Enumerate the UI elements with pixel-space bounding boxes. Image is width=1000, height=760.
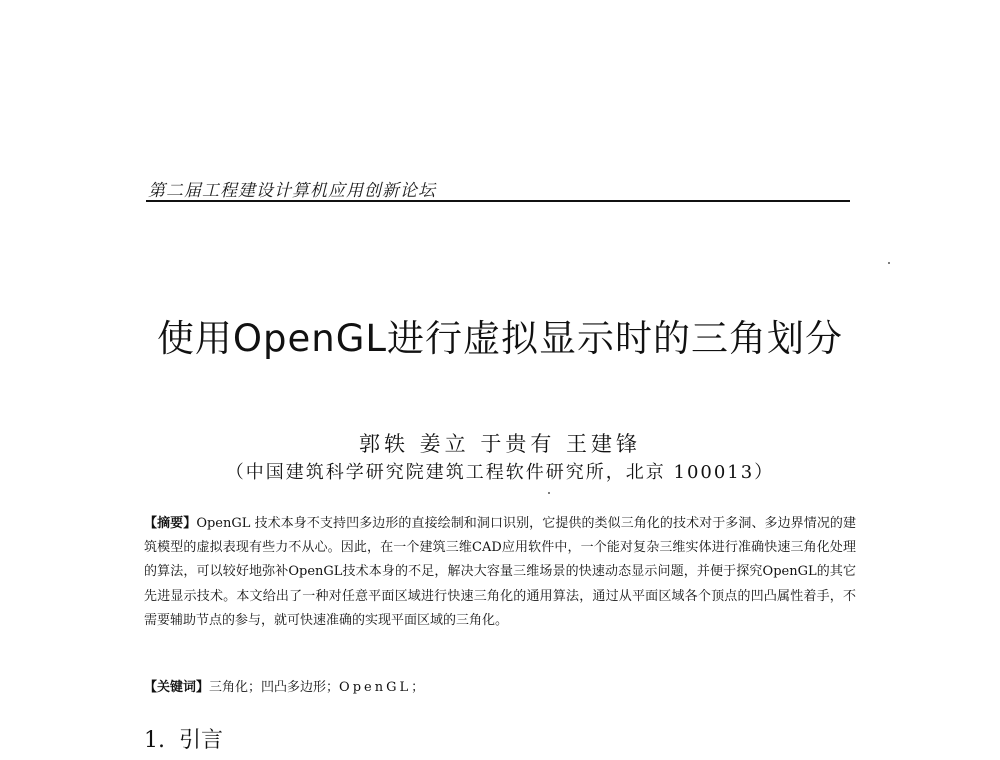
scan-speck xyxy=(548,492,550,494)
keywords-tag: 【关键词】 xyxy=(144,680,210,695)
paper-title: 使用OpenGL进行虚拟显示时的三角划分 xyxy=(156,317,844,360)
authors: 郭轶 姜立 于贵有 王建锋 xyxy=(358,432,642,456)
section-heading xyxy=(144,723,223,754)
affiliation: （中国建筑科学研究院建筑工程软件研究所，北京 100013） xyxy=(225,462,775,483)
keywords xyxy=(144,678,856,698)
section-title: 引言 xyxy=(179,728,224,753)
abstract xyxy=(144,512,856,633)
header-rule xyxy=(146,200,850,202)
scan-speck xyxy=(888,262,890,264)
section-number: 1. xyxy=(144,728,165,753)
abstract-text: OpenGL 技术本身不支持凹多边形的直接绘制和洞口识别，它提供的类似三角化的技术对于多洞、多边界情况的建筑模型的虚拟表现有些力不从心。因此，在一个建筑三维CAD应用软件中，一个能对复杂三维实体进行准确快速三角化处理的算法，可以较好地弥补OpenGL技术本身的不足，解决大容量三维场景的快速动态显示问题，并便于探究OpenGL的其它先进显示技术。本文给出了一种对任意平面区域进行快速三角化的通用算法，通过从平面区域各个顶点的凹凸属性着手，不需要辅助节点的参与，就可快速准确的实现平面区域的三角化。 xyxy=(144,516,856,628)
abstract-tag: 【摘要】 xyxy=(144,516,197,531)
running-header: 第二届工程建设计算机应用创新论坛 xyxy=(148,181,436,201)
keywords-text-cn: 三角化；凹凸多边形； xyxy=(209,680,340,695)
keywords-text-latin: OpenGL； xyxy=(339,680,428,695)
